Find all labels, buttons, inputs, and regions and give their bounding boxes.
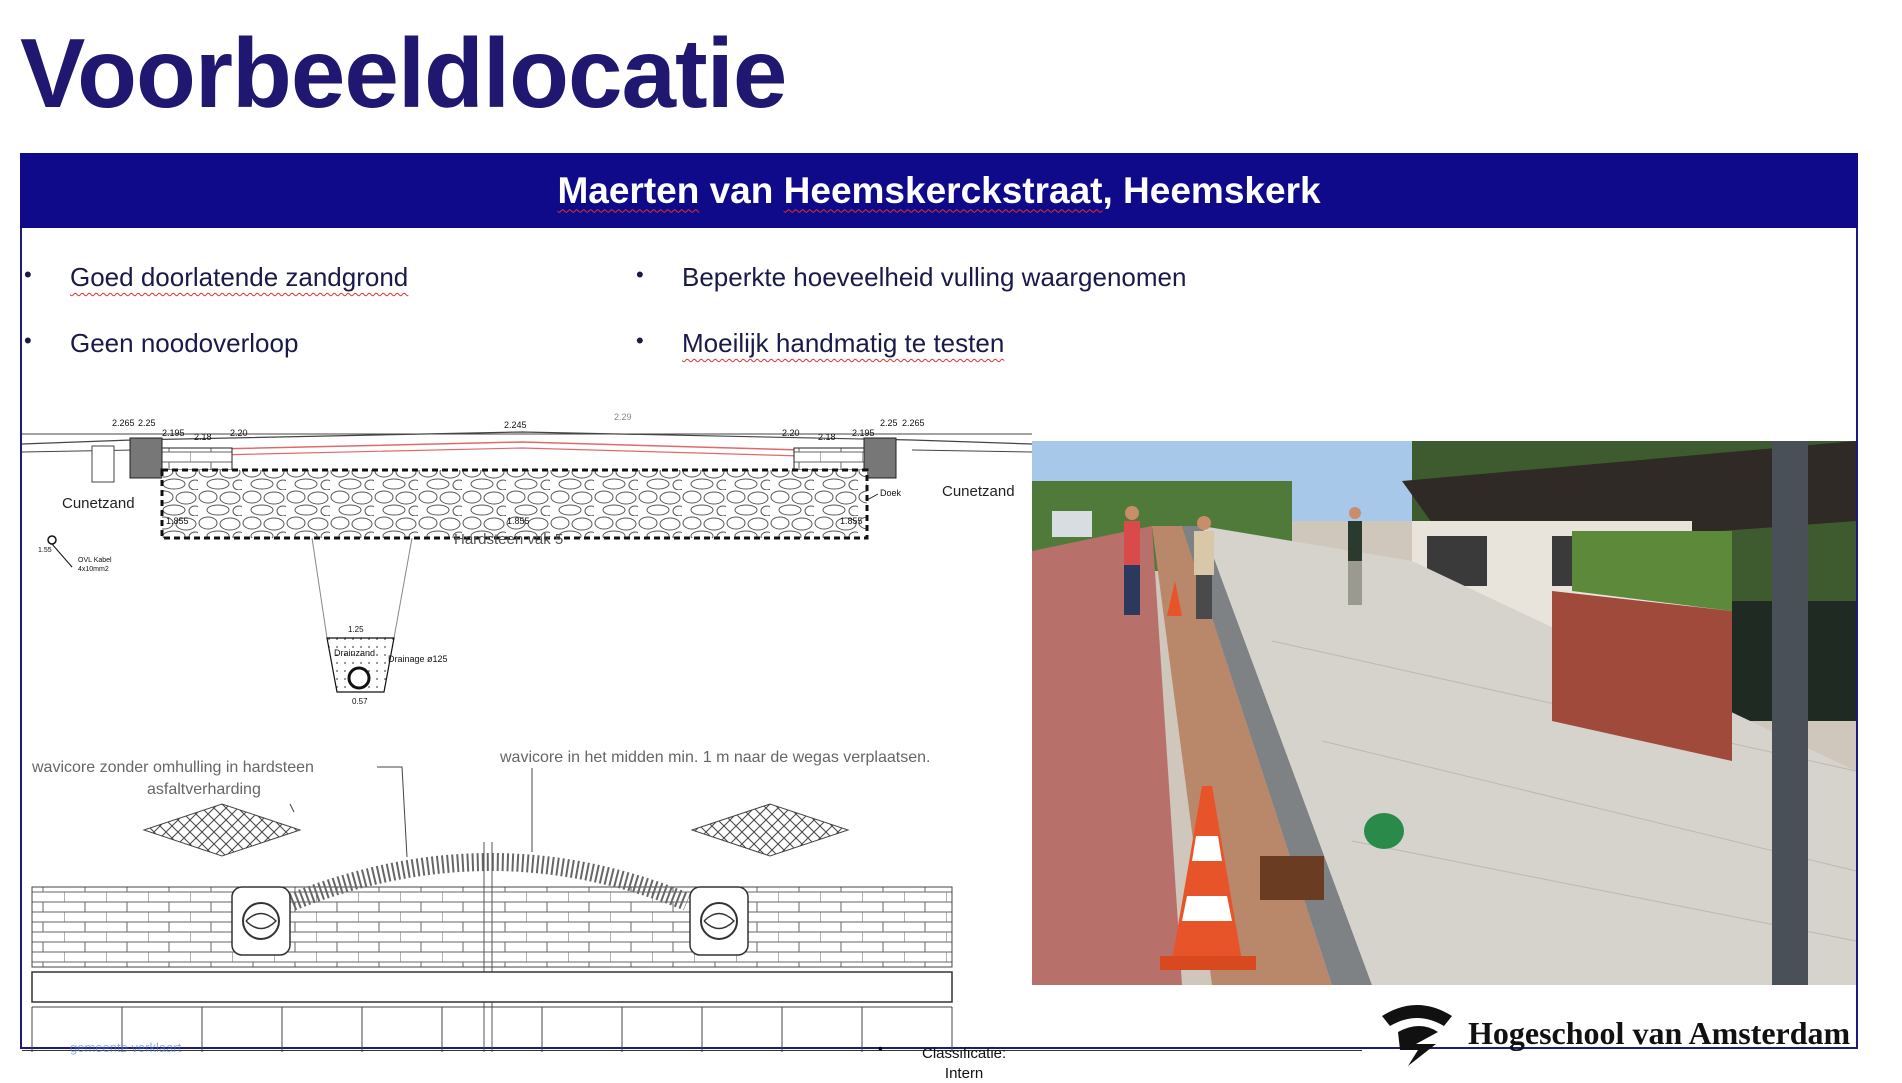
bullet-text: Goed doorlatende zandgrond [70,262,408,293]
footer-bullet: • [878,1040,883,1056]
gutter-left [162,448,232,470]
asphalt-mesh-right [692,804,848,856]
level-label: 1.855 [840,516,863,526]
test-crate [1260,856,1324,900]
parked-car [1052,511,1092,537]
note-wavicore-left: wavicore zonder omhulling in hardsteen [31,759,314,776]
bullet-dot: • [636,328,644,354]
level-label: 2.195 [162,428,185,438]
drain-label: Drainage ø125 [388,654,448,664]
level-label: 1.855 [166,516,189,526]
cable-label: 4x10mm2 [78,566,109,573]
level-label: 2.18 [194,432,212,442]
street-site-photo [1032,441,1856,985]
banner-connector: van [699,170,783,211]
green-bucket [1364,813,1404,849]
level-label: 2.25 [880,418,898,428]
curb-left [130,438,162,478]
hva-logo-text: Hogeschool van Amsterdam [1468,1015,1850,1052]
note-wavicore-right: wavicore in het midden min. 1 m naar de wegas verplaatsen. [499,749,930,766]
trench-bottom-level: 0.57 [352,697,368,706]
soil-label-right: Cunetzand [942,483,1015,500]
level-label: 2.245 [504,420,527,430]
cable-box-left [92,446,114,482]
level-label: 2.265 [902,418,925,428]
level-label: 2.25 [138,418,156,428]
location-banner [20,153,1858,228]
level-label: 2.20 [782,428,800,438]
bullet-text: Beperkte hoeveelheid vulling waargenomen [682,262,1186,293]
bullet-text: Geen noodoverloop [70,328,298,359]
footer-divider [22,1050,1362,1051]
hva-logo-icon [1378,998,1456,1068]
curb-right [864,438,896,478]
classification-label: Classificatie: [922,1044,1006,1064]
cable-label: OVL Kabel [78,557,112,564]
foundation-slab [32,972,952,1002]
slide-title: Voorbeeldlocatie [20,20,786,128]
level-label: 1.855 [507,516,530,526]
level-label: 2.29 [614,412,632,422]
bullet-item [682,262,1186,293]
wavicore-unit-right [690,887,748,955]
banner-street-part2: Heemskerckstraat [784,170,1103,211]
level-label: 2.20 [230,428,248,438]
note-asphalt: asfaltverharding [147,781,261,798]
banner-text [557,170,1320,212]
trench-label: Drainzand [334,648,375,658]
banner-street-part1: Maerten [557,170,699,211]
bullet-item [70,262,408,293]
classification-value: Intern [922,1064,1006,1083]
drain-trench [312,538,448,706]
wavicore-unit-left [232,887,290,955]
bullet-item [70,328,298,359]
bullet-dot: • [24,262,32,288]
cable-level: 1.55 [38,547,52,554]
doek-label: Doek [880,488,902,498]
level-label: 2.265 [112,418,135,428]
level-label: 2.195 [852,428,875,438]
bullet-item [682,328,1004,359]
lamp-post [1772,441,1808,985]
classification [922,1044,1006,1083]
bullet-dot: • [636,262,644,288]
bullet-dot: • [24,328,32,354]
cable-detail [38,536,112,573]
hva-logo [1378,998,1850,1068]
banner-city: , Heemskerk [1103,170,1321,211]
footer-link-text: gemeente verklaart [70,1040,181,1055]
hardsteen-label: Hardsteen vak 5 [454,531,563,548]
infiltration-crate-layer [162,470,867,538]
bullet-text: Moeilijk handmatig te testen [682,328,1004,359]
trench-top-level: 1.25 [348,625,364,634]
road-cross-section-drawing [22,412,1032,1052]
level-label: 2.18 [818,432,836,442]
soil-label-left: Cunetzand [62,495,135,512]
gutter-right [794,448,864,470]
asphalt-mesh-left [144,804,300,856]
